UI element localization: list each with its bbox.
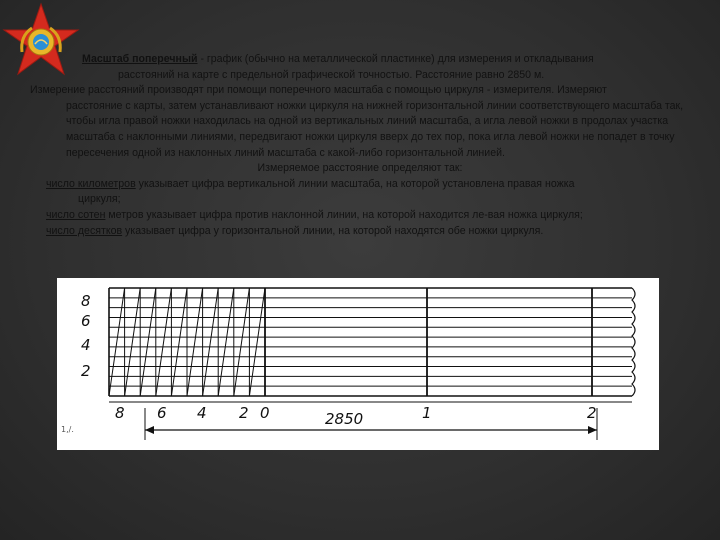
bottom-scale-label: 1	[422, 404, 432, 422]
transverse-scale-diagram	[57, 278, 659, 450]
definition-text-cont: расстояний на карте с предельной графической точностью. Расстояние равно 2850 м.	[118, 68, 545, 81]
rule-kilometers-cont: циркуля;	[78, 193, 121, 206]
rule-hundreds-text: метров указывает цифра против наклонной линии, на которой находится ле-вая ножка циркуля;	[105, 208, 583, 221]
rule-hundreds	[30, 208, 690, 224]
left-scale-label: 8	[81, 292, 91, 310]
rule-kilometers	[30, 177, 690, 208]
transverse-scale-drawing	[57, 278, 659, 450]
scale-break-edge	[632, 288, 635, 396]
bottom-scale-label: 6	[157, 404, 167, 422]
scale-transverse-line	[109, 288, 125, 396]
measurement-text-rest: расстояние с карты, затем устанавливают ножки циркуля на нижней горизонтальной линии соответствующего масштаба так, чтобы игла правой ножки находилась на одной из вертикальных линий масштаба, а игла левой ножки в продолах участка масштаба с наклонными линиями, передвигают ножки циркуля вверх до тех пор, пока игла левой ножки не попадет в точку пересечения одной из наклонных линий масштаба с какой-либо горизонтальной линией.	[66, 99, 684, 159]
term-kilometers: число километров	[46, 177, 136, 190]
scale-transverse-line	[187, 288, 203, 396]
determine-heading: Измеряемое расстояние определяют так:	[257, 162, 463, 175]
rule-kilometers-text: указывает цифра вертикальной линии масштаба, на которой установлена правая ножка	[135, 177, 575, 190]
term-tens: число десятков	[46, 224, 123, 237]
bottom-scale-label: 0	[260, 404, 270, 422]
corner-mark-label: 1,/.	[61, 425, 74, 434]
rule-tens	[30, 224, 690, 240]
term-transverse-scale: Масштаб поперечный	[82, 53, 198, 65]
scale-transverse-line	[156, 288, 172, 396]
bottom-scale-label: 4	[197, 404, 207, 422]
left-scale-label: 6	[81, 312, 91, 330]
scale-transverse-line	[234, 288, 250, 396]
measured-distance-label: 2850	[325, 410, 364, 428]
measure-arrow-right-head	[588, 426, 597, 434]
measurement-text-first: Измерение расстояний производят при помощи поперечного масштаба с помощью циркуля - измерителя. Измеряют	[30, 84, 607, 97]
bottom-scale-label: 8	[115, 404, 125, 422]
left-scale-label: 2	[81, 362, 91, 380]
scale-transverse-line	[171, 288, 187, 396]
bottom-scale-label: 2	[239, 404, 249, 422]
term-hundreds: число сотен	[46, 208, 106, 221]
scale-transverse-line	[203, 288, 219, 396]
measure-arrow-left-head	[145, 426, 154, 434]
definition-paragraph	[30, 52, 690, 83]
scale-transverse-line	[140, 288, 156, 396]
scale-transverse-line	[249, 288, 265, 396]
measurement-paragraph	[30, 83, 690, 161]
scale-transverse-line	[218, 288, 234, 396]
bottom-scale-label: 2	[587, 404, 597, 422]
rule-tens-text: указывает цифра у горизонтальной линии, на которой находятся обе ножки циркуля.	[122, 224, 544, 237]
scale-transverse-line	[125, 288, 141, 396]
slide-text	[30, 52, 690, 239]
left-scale-label: 4	[81, 336, 91, 354]
definition-text: - график (обычно на металлической пластинке) для измерения и откладывания	[197, 53, 594, 65]
